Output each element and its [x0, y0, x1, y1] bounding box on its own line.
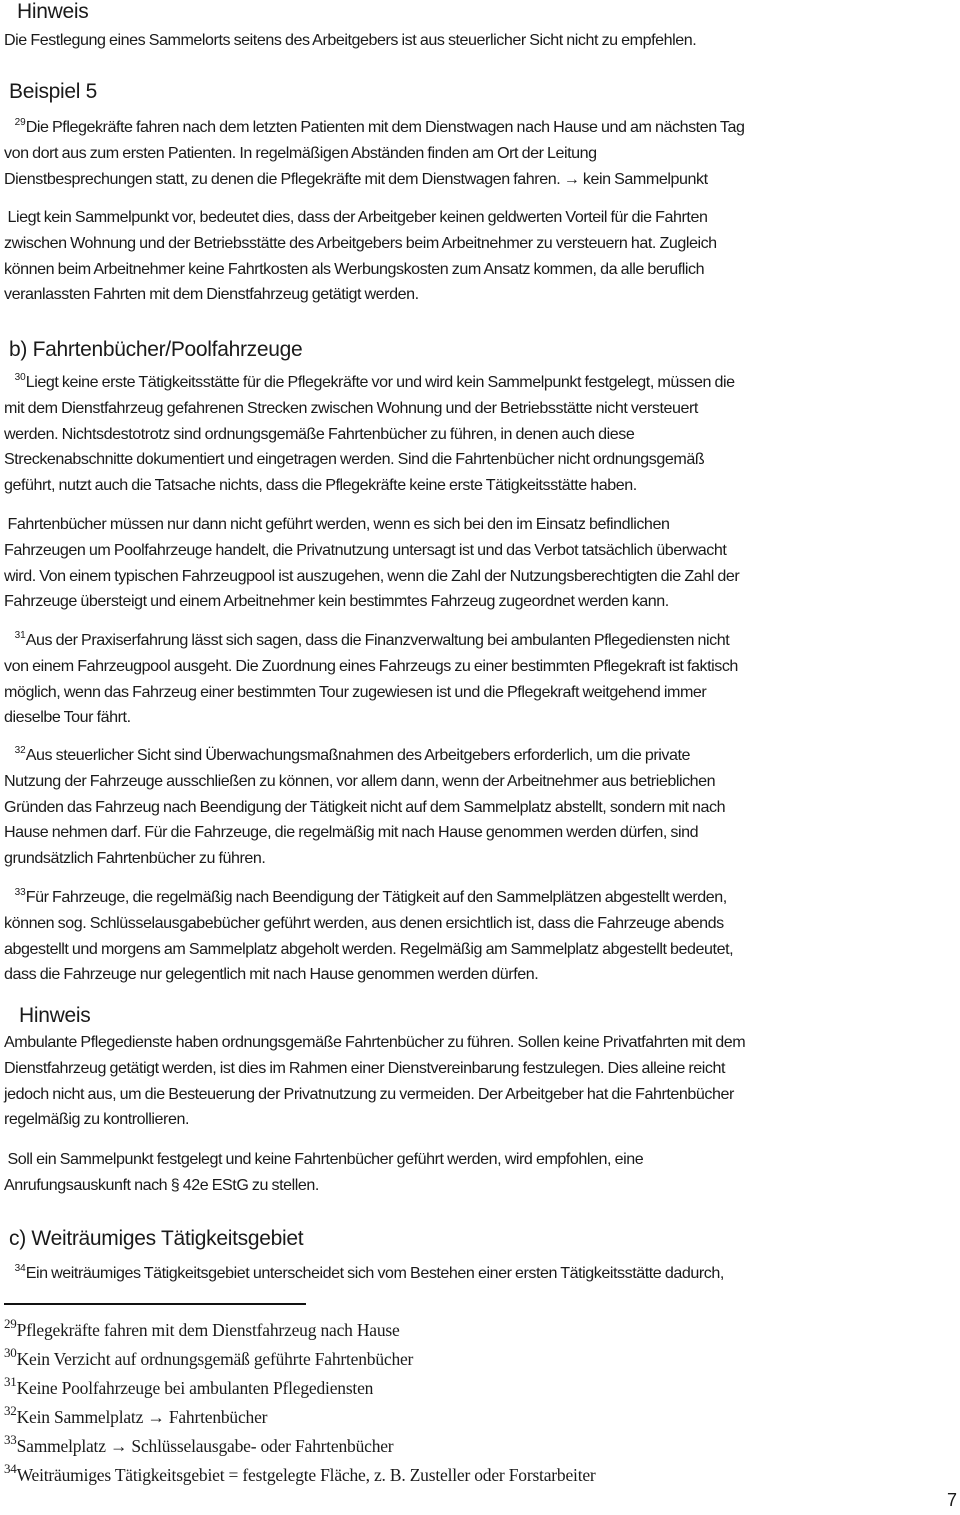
text-line: Dienstbesprechungen statt, zu denen die Pflegekräfte mit dem Dienstwagen fahren. → kein Sammelpunkt — [4, 169, 708, 188]
text-line: werden. Nichtsdestotrotz sind ordnungsgemäße Fahrtenbücher zu führen, in denen auch diese — [4, 424, 635, 443]
text-line: Soll ein Sammelpunkt festgelegt und keine Fahrtenbücher geführt werden, wird empfohlen, eine — [4, 1150, 644, 1168]
paragraph-31 — [4, 628, 960, 731]
footnote: $^{30}$Kein Verzicht auf ordnungsgemäß geführte Fahrtenbücher — [4, 1345, 414, 1369]
text-line: können beim Arbeitnehmer keine Fahrtkosten als Werbungskosten zum Ansatz kommen, da alle beruflich — [4, 259, 705, 278]
footnote-ref[interactable]: 30 — [14, 372, 26, 383]
text-line: dieselbe Tour fährt. — [4, 708, 131, 727]
footnote-number: 32 — [4, 1403, 17, 1418]
text-line: $^{34}$Ein weiträumiges Tätigkeitsgebiet unterscheidet sich vom Bestehen einer ersten Tätigkeitsstätte dadurch, — [14, 1263, 724, 1282]
paragraph-33 — [4, 885, 960, 988]
section-b-heading: b) Fahrtenbücher/Poolfahrzeuge — [9, 338, 303, 361]
footnote-number: 31 — [4, 1374, 17, 1389]
text-line: Die Festlegung eines Sammelorts seitens des Arbeitgebers ist aus steuerlicher Sicht nicht zu empfehlen. — [4, 31, 697, 49]
footnote-ref[interactable]: 34 — [14, 1263, 26, 1274]
text-line: Gründen das Fahrzeug nach Beendigung der Tätigkeit nicht auf dem Sammelplatz abstellt, sondern mit nach — [4, 797, 726, 816]
text-line: $^{33}$Für Fahrzeuge, die regelmäßig nach Beendigung der Tätigkeit auf den Sammelplätzen abgestellt werden, — [14, 887, 727, 906]
footnote-ref[interactable]: 33 — [14, 887, 26, 898]
text-line: grundsätzlich Fahrtenbücher zu führen. — [4, 849, 266, 868]
footnote: $^{32}$Kein Sammelplatz → Fahrtenbücher — [4, 1403, 268, 1427]
text-line: Nutzung der Fahrzeuge ausschließen zu können, vor allem dann, wenn der Arbeitnehmer aus betrieblichen — [4, 771, 716, 790]
section-c-paragraph — [4, 1261, 960, 1287]
text-line: Streckenabschnitte dokumentiert und eingetragen werden. Sind die Fahrtenbücher nicht ordnungsgemäß — [4, 450, 705, 469]
footnote: $^{31}$Keine Poolfahrzeuge bei ambulanten Pflegediensten — [4, 1374, 374, 1398]
paragraph-ruling-request — [4, 1147, 960, 1199]
hinweis-heading: Hinweis — [17, 0, 89, 23]
footnote-number: 33 — [4, 1432, 17, 1447]
footnote-number: 30 — [4, 1345, 17, 1360]
text-line: jedoch nicht aus, um die Besteuerung der Privatnutzung zu vermeiden. Der Arbeitgeber hat die Fahrtenbücher — [4, 1084, 734, 1103]
section-c-heading: c) Weiträumiges Tätigkeitsgebiet — [9, 1227, 304, 1250]
text-line: möglich, wenn das Fahrzeug einer bestimmten Tour zugewiesen ist und die Pflegekraft weitgehend immer — [4, 682, 707, 701]
text-line: veranlassten Fahrten mit dem Dienstfahrzeug getätigt werden. — [4, 285, 419, 304]
text-line: $^{30}$Liegt keine erste Tätigkeitsstätte für die Pflegekräfte vor und wird kein Sammelpunkt festgelegt, müssen die — [14, 372, 735, 391]
text-line: wird. Von einem typischen Fahrzeugpool ist auszugehen, wenn die Zahl der Nutzungsberechtigten die Zahl der — [4, 566, 740, 585]
text-line: Dienstfahrzeug getätigt werden, ist dies im Rahmen einer Dienstvereinbarung festzulegen. Dies alleine reicht — [4, 1058, 725, 1077]
text-line: können sog. Schlüsselausgabebücher geführt werden, aus denen ersichtlich ist, dass die Fahrzeuge abends — [4, 913, 724, 932]
footnote-ref[interactable]: 29 — [14, 117, 26, 128]
text-line: von einem Fahrzeugpool ausgeht. Die Zuordnung eines Fahrzeugs zu einer bestimmten Pflegekraft ist faktisch — [4, 656, 738, 675]
hinweis-paragraph — [4, 1030, 960, 1133]
footnote: $^{29}$Pflegekräfte fahren mit dem Dienstfahrzeug nach Hause — [4, 1316, 400, 1340]
text-line: Hause nehmen darf. Für die Fahrzeuge, die regelmäßig mit nach Hause genommen werden dürfen, sind — [4, 823, 699, 842]
text-line: Anrufungsauskunft nach § 42e EStG zu stellen. — [4, 1175, 319, 1194]
page-number: 7 — [947, 1490, 958, 1510]
section-b-paragraph — [4, 370, 960, 499]
paragraph-32 — [4, 743, 960, 872]
footnote-ref[interactable]: 32 — [14, 745, 26, 756]
text-line: $^{31}$Aus der Praxiserfahrung lässt sich sagen, dass die Finanzverwaltung bei ambulanten Pflegediensten nicht — [14, 630, 730, 649]
footnote: $^{34}$Weiträumiges Tätigkeitsgebiet = festgelegte Fläche, z. B. Zusteller oder Forstarbeiter — [4, 1461, 596, 1485]
text-line: regelmäßig zu kontrollieren. — [4, 1110, 189, 1129]
text-line: von dort aus zum ersten Patienten. In regelmäßigen Abständen finden am Ort der Leitung — [4, 143, 597, 162]
text-line: geführt, nutzt auch die Tatsache nichts, dass die Pflegekräfte keine erste Tätigkeitsstätte haben. — [4, 476, 637, 495]
text-line: mit dem Dienstfahrzeug gefahrenen Strecken zwischen Wohnung und der Betriebsstätte nicht versteuert — [4, 398, 698, 417]
example-paragraph — [4, 115, 960, 192]
hinweis-paragraph — [4, 28, 960, 54]
text-line: Ambulante Pflegedienste haben ordnungsgemäße Fahrtenbücher zu führen. Sollen keine Privatfahrten mit dem — [4, 1033, 746, 1051]
footnote-ref[interactable]: 31 — [14, 630, 26, 641]
paragraph-pool-vehicles — [4, 512, 960, 615]
footnote: $^{33}$Sammelplatz → Schlüsselausgabe- oder Fahrtenbücher — [4, 1432, 394, 1456]
footnote-number: 34 — [4, 1461, 17, 1476]
example-heading: Beispiel 5 — [9, 80, 98, 103]
paragraph-no-collection-point — [4, 205, 960, 308]
text-line: dass die Fahrzeuge nur gelegentlich mit nach Hause genommen werden dürfen. — [4, 965, 539, 984]
text-line: Fahrtenbücher müssen nur dann nicht geführt werden, wenn es sich bei den im Einsatz befindlichen — [4, 515, 670, 533]
text-line: zwischen Wohnung und der Betriebsstätte des Arbeitgebers beim Arbeitnehmer zu versteuern hat. Zugleich — [4, 233, 717, 252]
text-line: $^{32}$Aus steuerlicher Sicht sind Überwachungsmaßnahmen des Arbeitgebers erforderlich, um die private — [14, 745, 691, 764]
text-line: Fahrzeuge übersteigt und einem Arbeitnehmer kein bestimmtes Fahrzeug zugeordnet werden kann. — [4, 592, 669, 611]
text-line: Liegt kein Sammelpunkt vor, bedeutet dies, dass der Arbeitgeber keinen geldwerten Vorteil für die Fahrten — [4, 208, 708, 226]
hinweis-heading: Hinweis — [19, 1004, 91, 1027]
text-line: abgestellt und morgens am Sammelplatz abgeholt werden. Regelmäßig am Sammelplatz abgestellt bedeutet, — [4, 939, 734, 958]
text-line: $^{29}$Die Pflegekräfte fahren nach dem letzten Patienten mit dem Dienstwagen nach Hause und am nächsten Tag — [14, 117, 745, 136]
footnote-number: 29 — [4, 1316, 17, 1331]
text-line: Fahrzeugen um Poolfahrzeuge handelt, die Privatnutzung untersagt ist und das Verbot tatsächlich überwacht — [4, 540, 727, 559]
footnote-separator — [4, 1303, 306, 1305]
